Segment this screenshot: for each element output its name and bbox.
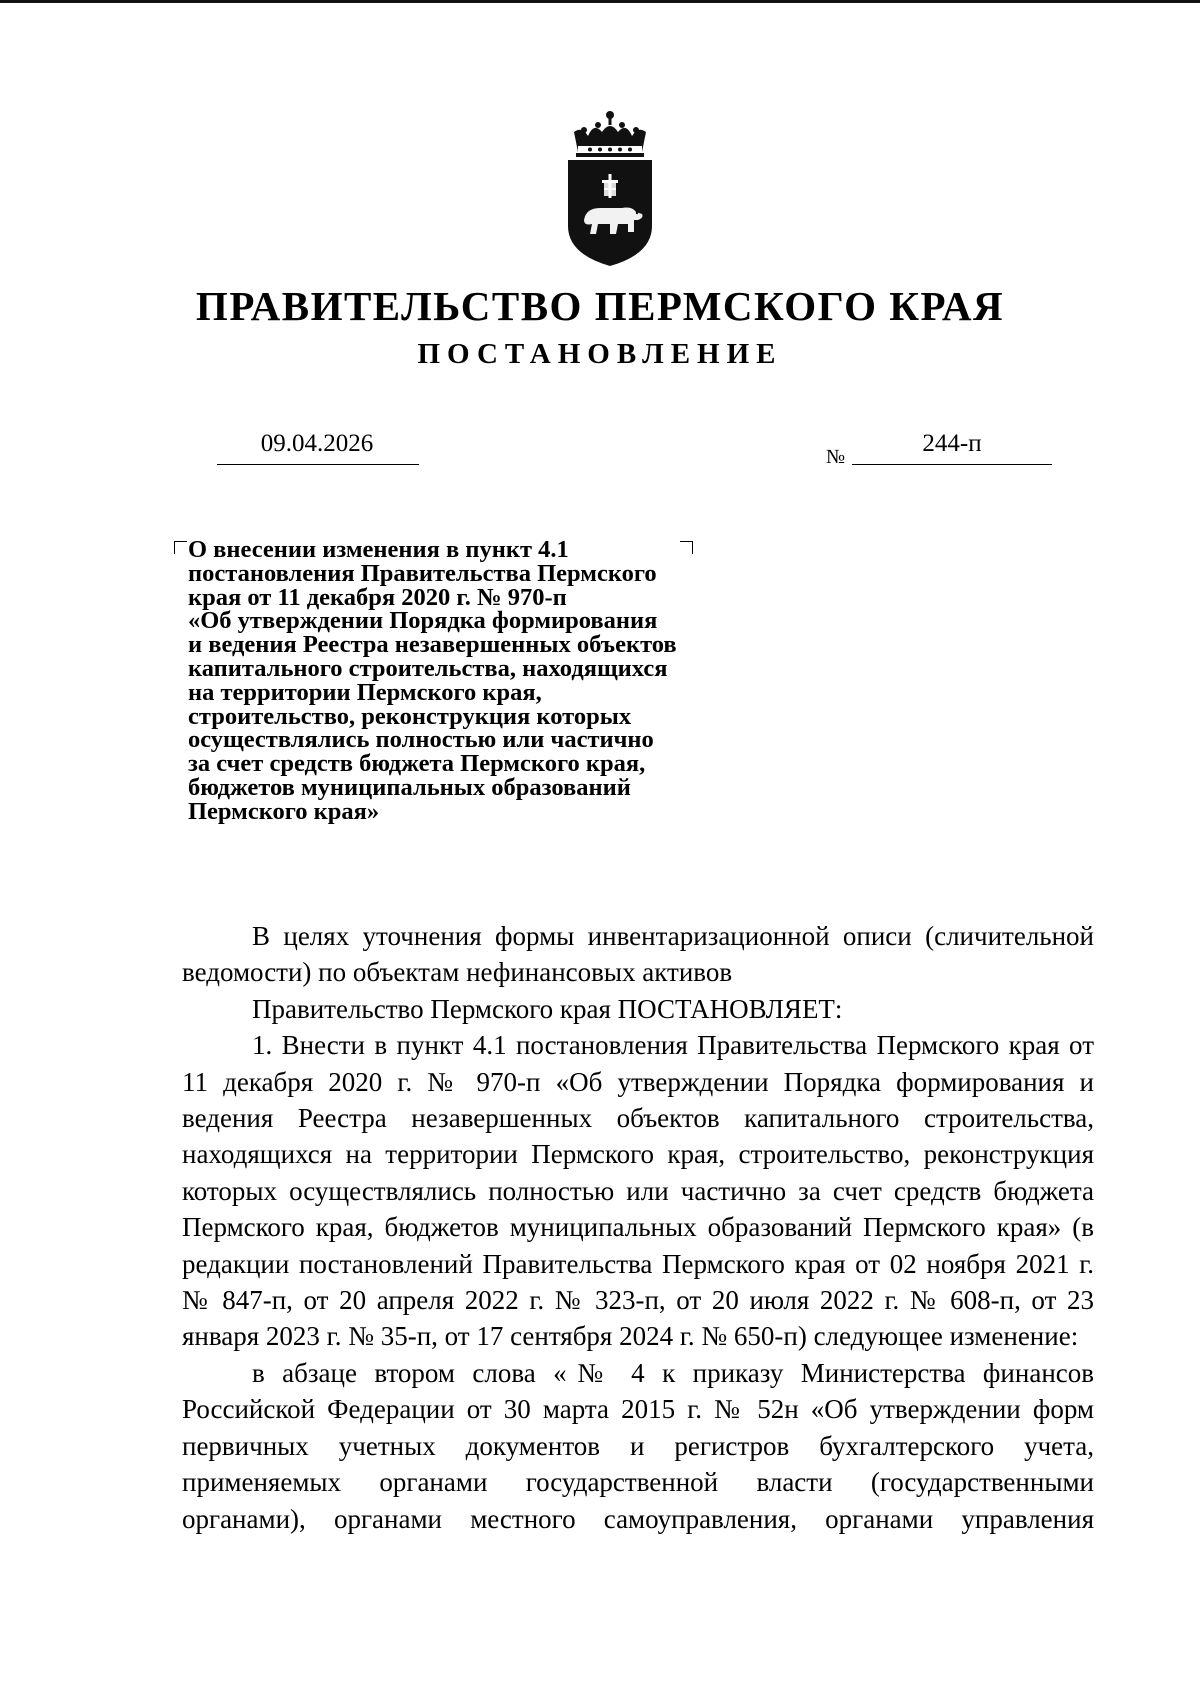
- document-subject: [188, 538, 768, 824]
- subject-line: «Об утверждении Порядка формирования: [188, 607, 658, 635]
- subject-line: осуществлялись полностью или частично: [188, 726, 654, 754]
- item-1-paragraph: 1. Внести в пункт 4.1 постановления Правительства Пермского края от 11 декабря 2020 г. № 970-п «Об утверждении Порядка формирования и ведения Реестра незавершенных объектов капитального строительства, находящихся на территории Пермского края, строительство, реконструкция которых осуществлялись полностью или частично за счет средств бюджета Пермского края, бюджетов муниципальных образований Пермского края» (в редакции постановлений Правительства Пермского края от 02 ноября 2021 г. № 847-п, от 20 апреля 2022 г. № 323-п, от 20 июля 2022 г. № 608-п, от 23 января 2023 г. № 35-п, от 17 сентября 2024 г. № 650-п) следующее изменение:: [182, 1030, 1094, 1352]
- subject-line: О внесении изменения в пункт 4.1: [188, 536, 569, 563]
- crown-icon: [574, 111, 646, 157]
- document-date: 09.04.2026: [260, 430, 374, 457]
- subject-line: капитального строительства, находящихся: [188, 654, 668, 682]
- subject-line: строительство, реконструкция которых: [188, 702, 632, 730]
- subject-line: края от 11 декабря 2020 г. № 970-п: [188, 583, 567, 611]
- number-sign: №: [826, 446, 846, 468]
- subject-line: бюджетов муниципальных образований: [188, 773, 631, 801]
- subject-line: постановления Правительства Пермского: [188, 559, 657, 587]
- document-number: 244-п: [922, 430, 982, 457]
- subject-line: за счет средств бюджета Пермского края,: [188, 750, 646, 778]
- coat-of-arms-icon: [560, 108, 660, 266]
- amendment-paragraph: в абзаце втором слова «№ 4 к приказу Министерства финансов Российской Федерации от 30 марта 2015 г. № 52н «Об утверждении форм первичных учетных документов и регистров бухгалтерского учета, применяемых органами государственной власти (государственными органами), органами местного самоуправления, органами управления: [182, 1357, 1094, 1534]
- subject-line: и ведения Реестра незавершенных объектов: [188, 631, 677, 659]
- scan-top-edge: [0, 0, 1200, 3]
- organization-title: ПРАВИТЕЛЬСТВО ПЕРМСКОГО КРАЯ: [195, 283, 1005, 329]
- resolution-paragraph: Правительство Пермского края ПОСТАНОВЛЯЕТ:: [252, 993, 843, 1024]
- document-body: [182, 918, 1094, 1537]
- purpose-paragraph: В целях уточнения формы инвентаризационной описи (сличительной ведомости) по объектам нефинансовых активов: [182, 921, 1094, 988]
- subject-bracket-left: [174, 541, 187, 554]
- bear-icon: [584, 208, 643, 235]
- number-underline: [852, 464, 1052, 465]
- date-underline: [217, 464, 419, 465]
- subject-line: на территории Пермского края,: [188, 678, 542, 706]
- subject-line: Пермского края»: [188, 797, 380, 825]
- document-type: ПОСТАНОВЛЕНИЕ: [417, 338, 783, 370]
